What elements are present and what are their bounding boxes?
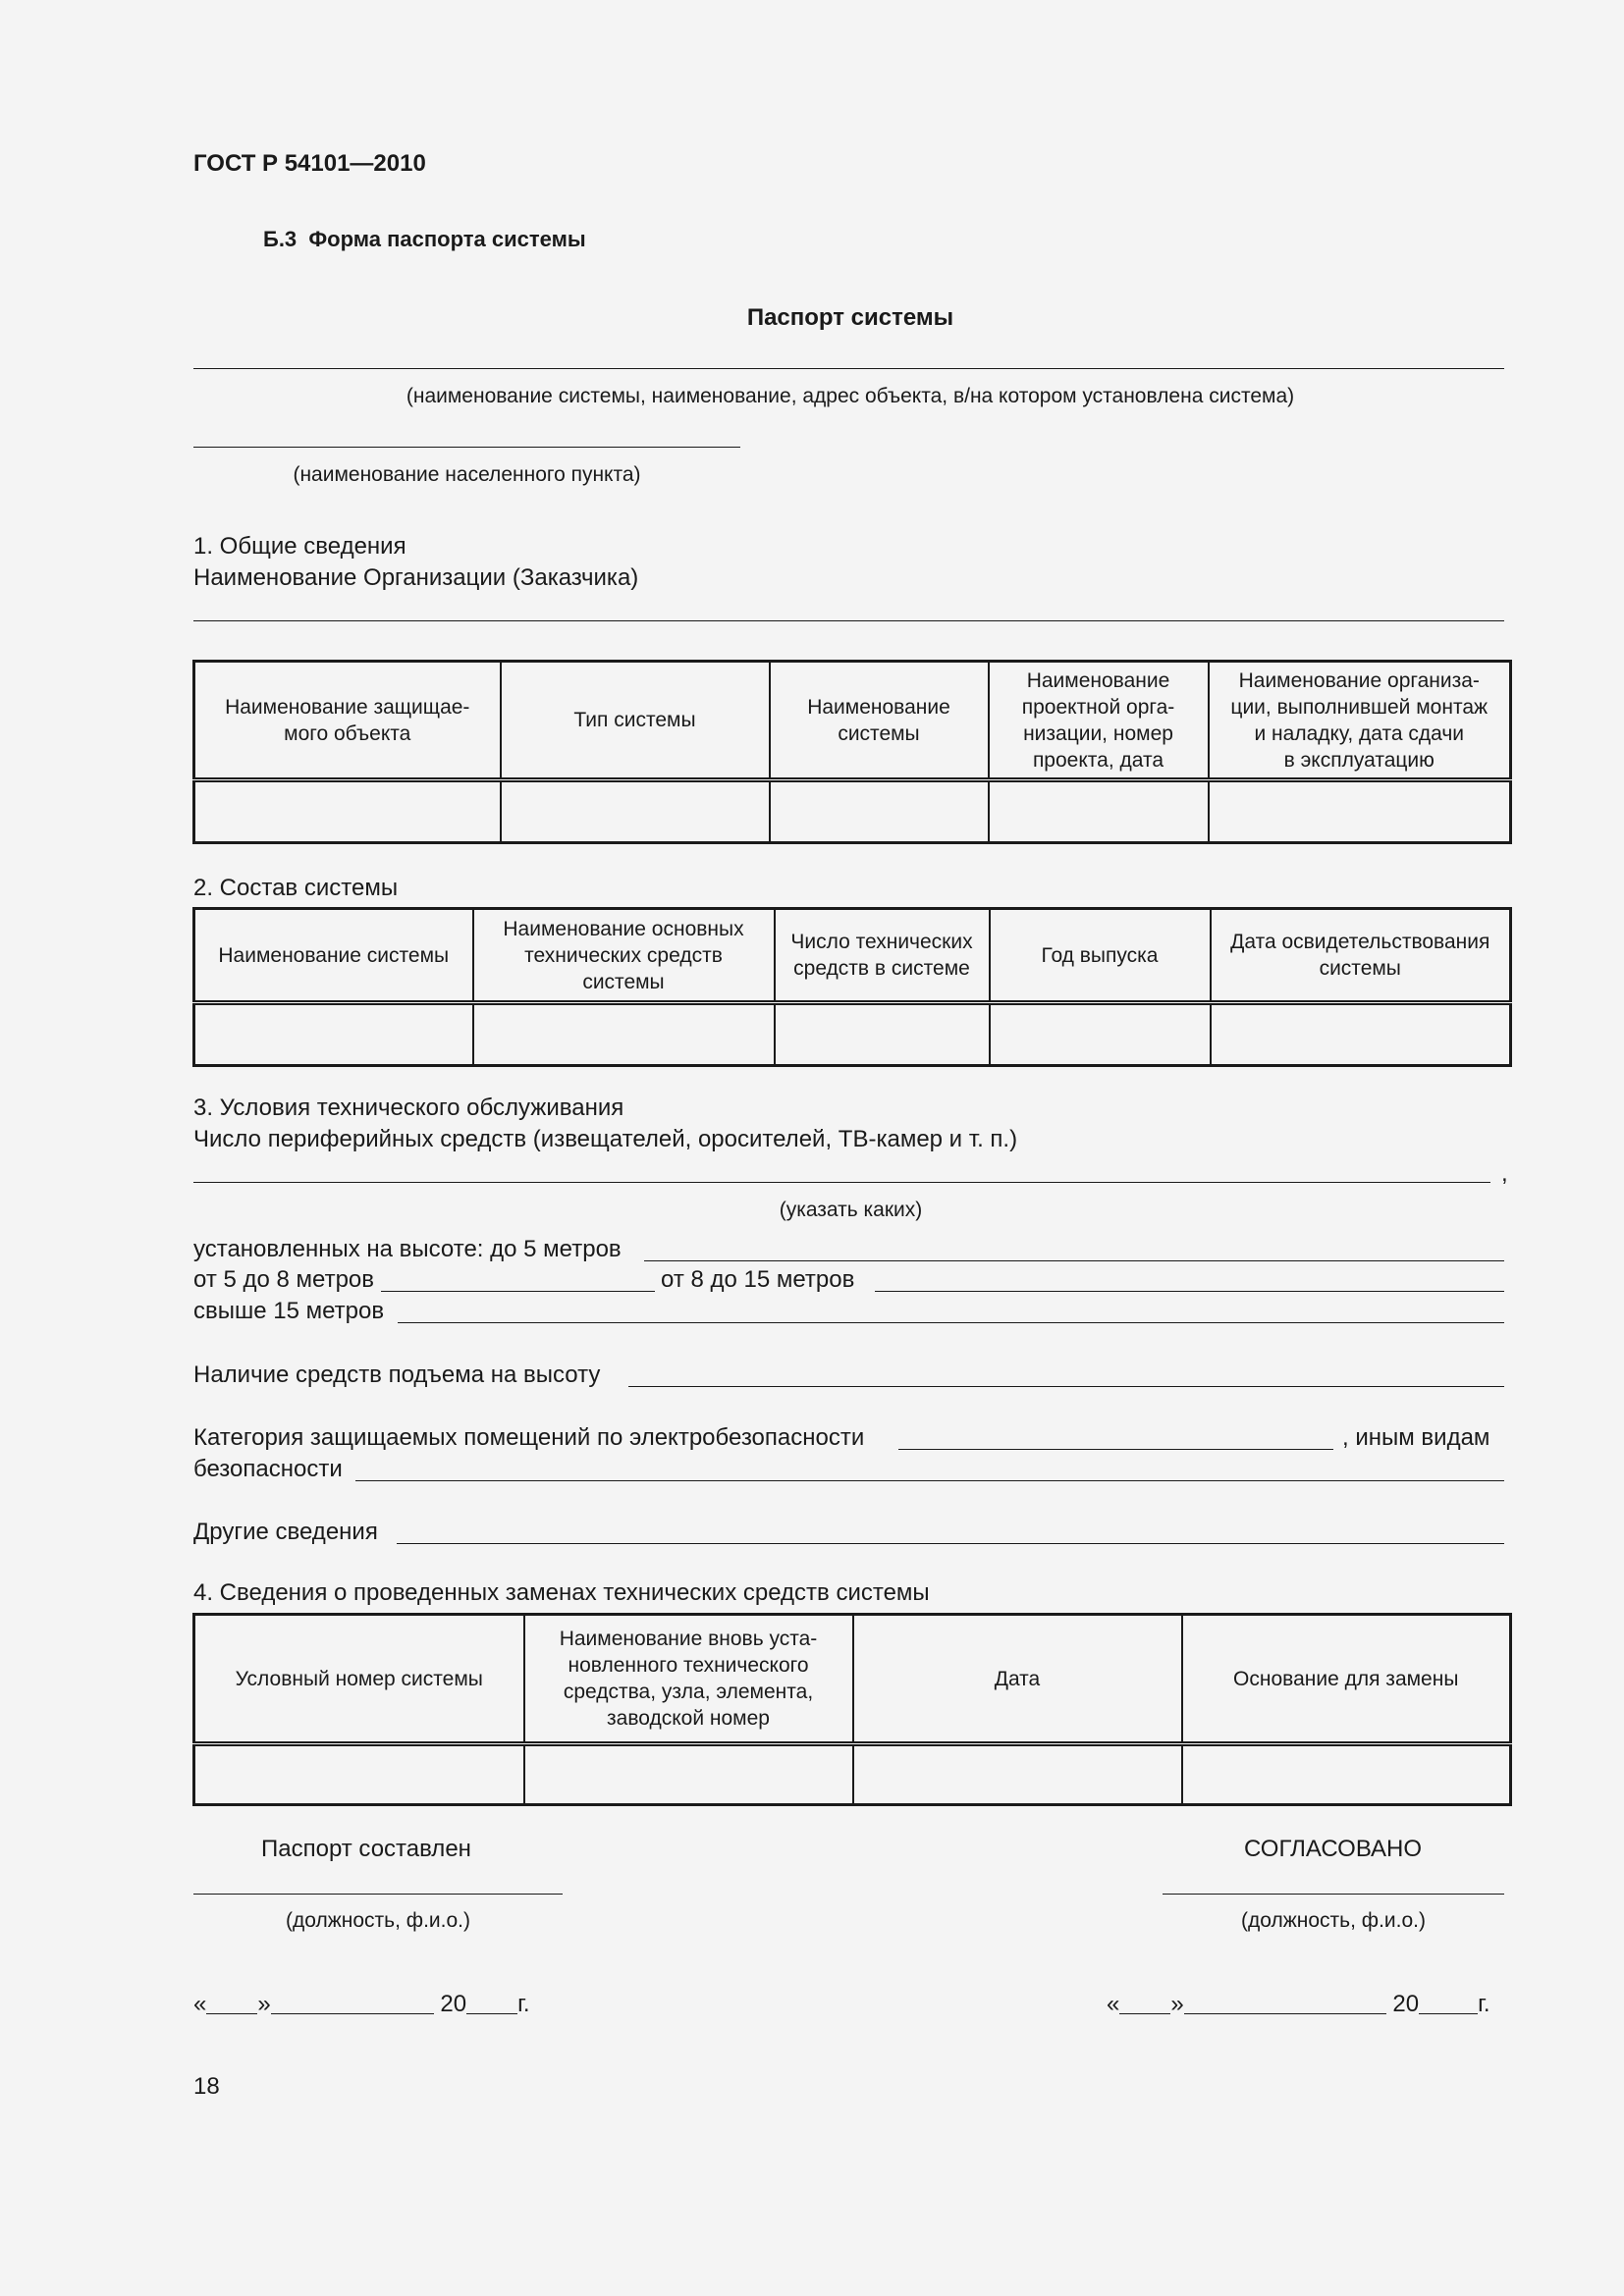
height-up-to-5-line[interactable] xyxy=(644,1260,1504,1261)
table-header-cell xyxy=(524,1615,853,1744)
compiler-date xyxy=(193,1991,530,2018)
section-1-title: 1. Общие сведения xyxy=(193,533,406,560)
table-header-cell xyxy=(194,1615,524,1744)
safety-line[interactable] xyxy=(355,1480,1504,1481)
lifting-means-label: Наличие средств подъема на высоту xyxy=(193,1362,601,1388)
table-header-cell xyxy=(1211,909,1511,1003)
comma: , xyxy=(1501,1160,1508,1187)
height-over-15-label: свыше 15 метров xyxy=(193,1298,385,1324)
open-quote: « xyxy=(1107,1991,1120,2017)
section-2-title: 2. Состав системы xyxy=(193,875,399,901)
table-header-cell xyxy=(989,662,1209,780)
table-cell[interactable] xyxy=(775,1003,990,1066)
open-quote: « xyxy=(193,1991,207,2017)
col-system-type: Тип системы xyxy=(573,709,696,731)
table-system-composition xyxy=(192,907,1512,1067)
col-design-organization: Наименование проектной орга- низации, номер проекта, дата xyxy=(1021,668,1175,772)
col-new-equipment: Наименование вновь уста- новленного технического средства, узла, элемента, заводской номер xyxy=(559,1628,818,1730)
system-name-caption: (наименование системы, наименование, адрес объекта, в/на котором установлена система) xyxy=(406,385,1295,407)
col-system-name: Наименование системы xyxy=(807,695,950,745)
compiler-position-caption: (должность, ф.и.о.) xyxy=(286,1909,470,1932)
day-blank[interactable] xyxy=(1119,2013,1170,2014)
close-quote: » xyxy=(1170,1991,1184,2017)
table-cell[interactable] xyxy=(194,1744,524,1805)
table-header-cell xyxy=(990,909,1211,1003)
height-8-to-15-label: от 8 до 15 метров xyxy=(661,1266,855,1293)
table-cell[interactable] xyxy=(1209,780,1511,843)
section-title: Форма паспорта системы xyxy=(308,227,586,251)
col-inspection-date: Дата освидетельствования системы xyxy=(1230,931,1490,980)
approver-date xyxy=(1107,1991,1490,2018)
col-production-year: Год выпуска xyxy=(1041,943,1159,967)
table-cell[interactable] xyxy=(853,1744,1182,1805)
organization-label: Наименование Организации (Заказчика) xyxy=(193,564,639,591)
col-protected-object: Наименование защищае- мого объекта xyxy=(225,695,470,745)
section-number: Б.3 xyxy=(263,227,298,251)
electrical-category-label: Категория защищаемых помещений по электробезопасности xyxy=(193,1424,865,1451)
system-name-line[interactable] xyxy=(193,368,1504,369)
month-blank[interactable] xyxy=(271,2013,434,2014)
col-equipment-count: Число технических средств в системе xyxy=(790,931,973,980)
table-general-info xyxy=(192,660,1512,844)
table-cell[interactable] xyxy=(473,1003,775,1066)
table-cell[interactable] xyxy=(770,780,989,843)
day-blank[interactable] xyxy=(206,2013,257,2014)
table-header-cell xyxy=(1182,1615,1511,1744)
table-cell[interactable] xyxy=(194,1003,473,1066)
height-up-to-5-label: установленных на высоте: до 5 метров xyxy=(193,1236,622,1262)
year-suffix: г. xyxy=(1478,1991,1490,2017)
lifting-means-line[interactable] xyxy=(628,1386,1504,1387)
year-suffix: г. xyxy=(517,1991,530,2017)
height-5-to-8-line[interactable] xyxy=(381,1291,655,1292)
standard-designation: ГОСТ Р 54101—2010 xyxy=(193,150,426,177)
table-cell[interactable] xyxy=(989,780,1209,843)
document-title: Паспорт системы xyxy=(746,304,954,331)
specify-caption: (указать каких) xyxy=(779,1199,923,1221)
approved-label: СОГЛАСОВАНО xyxy=(1244,1836,1423,1862)
height-5-to-8-label: от 5 до 8 метров xyxy=(193,1266,375,1293)
table-replacements xyxy=(192,1613,1512,1806)
other-types-label: , иным видам xyxy=(1342,1424,1490,1451)
peripheral-line[interactable] xyxy=(193,1182,1490,1183)
peripheral-label: Число периферийных средств (извещателей, оросителей, ТВ-камер и т. п.) xyxy=(193,1126,1018,1152)
table-header-cell xyxy=(194,909,473,1003)
table-header-cell xyxy=(473,909,775,1003)
page-number: 18 xyxy=(193,2073,220,2100)
table-cell[interactable] xyxy=(1182,1744,1511,1805)
close-quote: » xyxy=(257,1991,271,2017)
approver-signature-line[interactable] xyxy=(1163,1894,1504,1895)
table-header-cell xyxy=(1209,662,1511,780)
table-header-cell xyxy=(194,662,501,780)
col-system-number: Условный номер системы xyxy=(235,1667,483,1690)
col-system-name: Наименование системы xyxy=(218,943,450,967)
table-row xyxy=(194,780,1511,843)
col-replacement-reason: Основание для замены xyxy=(1233,1667,1459,1690)
other-info-label: Другие сведения xyxy=(193,1519,378,1545)
table-row xyxy=(194,1003,1511,1066)
other-info-line[interactable] xyxy=(397,1543,1504,1544)
compiler-signature-line[interactable] xyxy=(193,1894,563,1895)
table-header-cell xyxy=(501,662,770,780)
month-blank[interactable] xyxy=(1184,2013,1386,2014)
safety-label: безопасности xyxy=(193,1456,343,1482)
year-prefix: 20 xyxy=(1392,1991,1420,2017)
section-4-title: 4. Сведения о проведенных заменах технических средств системы xyxy=(193,1579,930,1606)
section-3-title: 3. Условия технического обслуживания xyxy=(193,1095,624,1121)
passport-compiled-label: Паспорт составлен xyxy=(261,1836,471,1862)
approver-position-caption: (должность, ф.и.о.) xyxy=(1241,1909,1426,1932)
col-main-equipment: Наименование основных технических средств системы xyxy=(503,917,744,993)
table-cell[interactable] xyxy=(194,780,501,843)
electrical-category-line[interactable] xyxy=(898,1449,1333,1450)
table-header-cell xyxy=(775,909,990,1003)
organization-line[interactable] xyxy=(193,620,1504,621)
table-cell[interactable] xyxy=(524,1744,853,1805)
col-date: Дата xyxy=(994,1667,1041,1690)
table-cell[interactable] xyxy=(501,780,770,843)
table-header-cell xyxy=(853,1615,1182,1744)
year-prefix: 20 xyxy=(440,1991,467,2017)
table-header-cell xyxy=(770,662,989,780)
table-cell[interactable] xyxy=(990,1003,1211,1066)
section-heading xyxy=(263,227,586,252)
locality-caption: (наименование населенного пункта) xyxy=(293,463,641,486)
table-row xyxy=(194,1744,1511,1805)
locality-line[interactable] xyxy=(193,447,740,448)
year-blank[interactable] xyxy=(466,2013,517,2014)
col-installer-organization: Наименование организа- ции, выполнившей монтаж и наладку, дата сдачи в эксплуатацию xyxy=(1230,668,1489,772)
table-cell[interactable] xyxy=(1211,1003,1511,1066)
year-blank[interactable] xyxy=(1419,2013,1478,2014)
height-8-to-15-line[interactable] xyxy=(875,1291,1504,1292)
height-over-15-line[interactable] xyxy=(398,1322,1504,1323)
